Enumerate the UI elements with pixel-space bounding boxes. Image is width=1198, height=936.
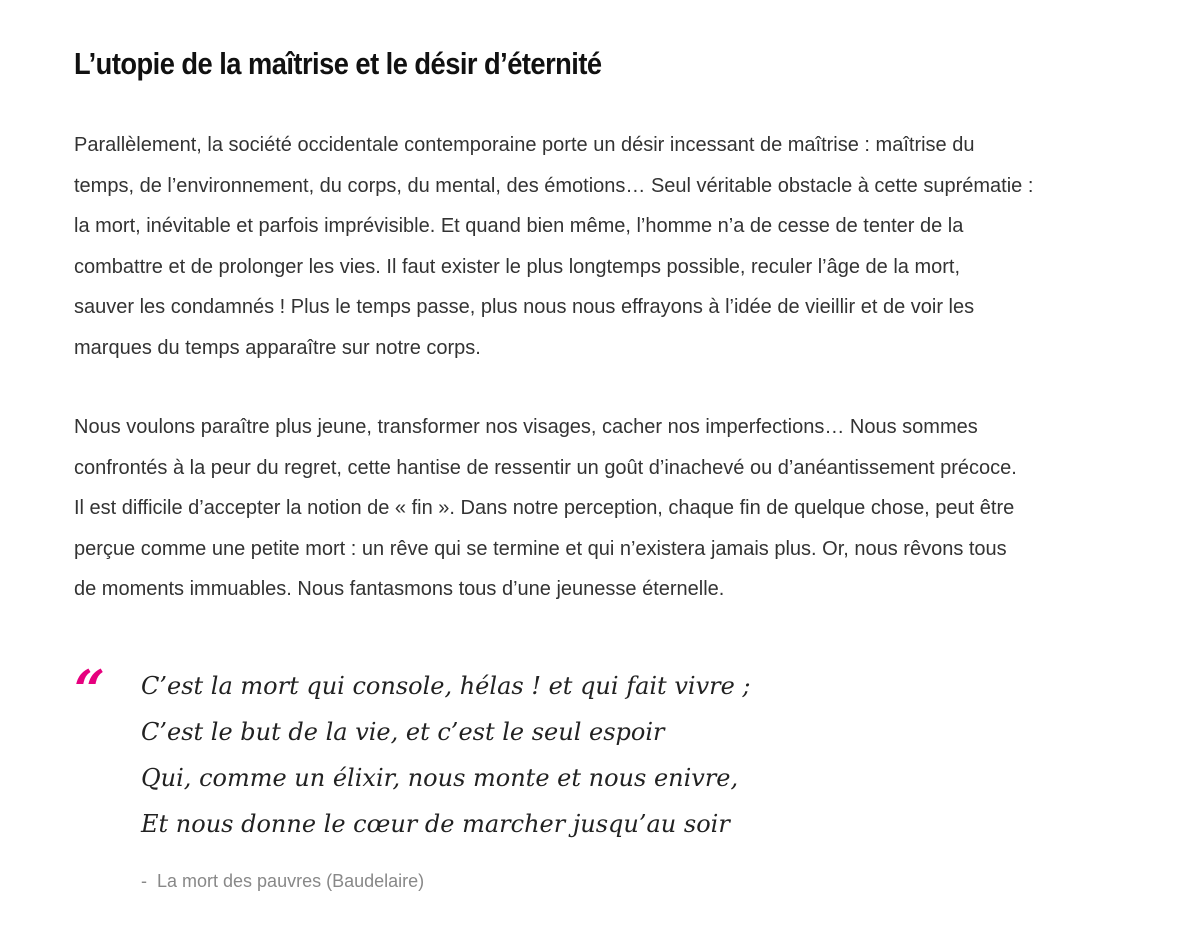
paragraph-line: confrontés à la peur du regret, cette hantise de ressentir un goût d’inachevé ou d’anéantissement précoce. <box>74 456 1017 479</box>
paragraph-line: combattre et de prolonger les vies. Il faut exister le plus longtemps possible, reculer l’âge de la mort, <box>74 255 960 278</box>
verse-line: C’est le but de la vie, et c’est le seul espoir <box>141 718 665 746</box>
attribution-text: La mort des pauvres (Baudelaire) <box>157 871 425 891</box>
paragraph-1 <box>74 125 1154 368</box>
verse-line: Et nous donne le cœur de marcher jusqu’au soir <box>141 810 730 838</box>
quote-attribution <box>141 868 424 894</box>
paragraph-line: temps, de l’environnement, du corps, du mental, des émotions… Seul véritable obstacle à cette suprématie : <box>74 174 1034 197</box>
quote-mark-icon: “ <box>74 658 106 722</box>
attribution-dash: - <box>141 871 147 891</box>
paragraph-line: perçue comme une petite mort : un rêve qui se termine et qui n’existera jamais plus. Or, nous rêvons tous <box>74 537 1007 560</box>
paragraph-line: de moments immuables. Nous fantasmons tous d’une jeunesse éternelle. <box>74 578 725 600</box>
paragraph-line: Il est difficile d’accepter la notion de « fin ». Dans notre perception, chaque fin de quelque chose, peut être <box>74 497 1015 519</box>
paragraph-line: marques du temps apparaître sur notre corps. <box>74 336 481 359</box>
paragraph-2 <box>74 407 1154 610</box>
paragraph-line: Parallèlement, la société occidentale contemporaine porte un désir incessant de maîtrise : maîtrise du <box>74 134 975 156</box>
paragraph-line: sauver les condamnés ! Plus le temps passe, plus nous nous effrayons à l’idée de vieillir et de voir les <box>74 296 975 318</box>
verse-line: Qui, comme un élixir, nous monte et nous enivre, <box>141 764 739 792</box>
verse-quote <box>141 663 751 847</box>
article-title: L’utopie de la maîtrise et le désir d’éternité <box>74 46 602 81</box>
paragraph-line: la mort, inévitable et parfois imprévisible. Et quand bien même, l’homme n’a de cesse de tenter de la <box>74 215 964 237</box>
paragraph-line: Nous voulons paraître plus jeune, transformer nos visages, cacher nos imperfections… Nous sommes <box>74 416 978 438</box>
verse-line: C’est la mort qui console, hélas ! et qui fait vivre ; <box>141 672 751 700</box>
